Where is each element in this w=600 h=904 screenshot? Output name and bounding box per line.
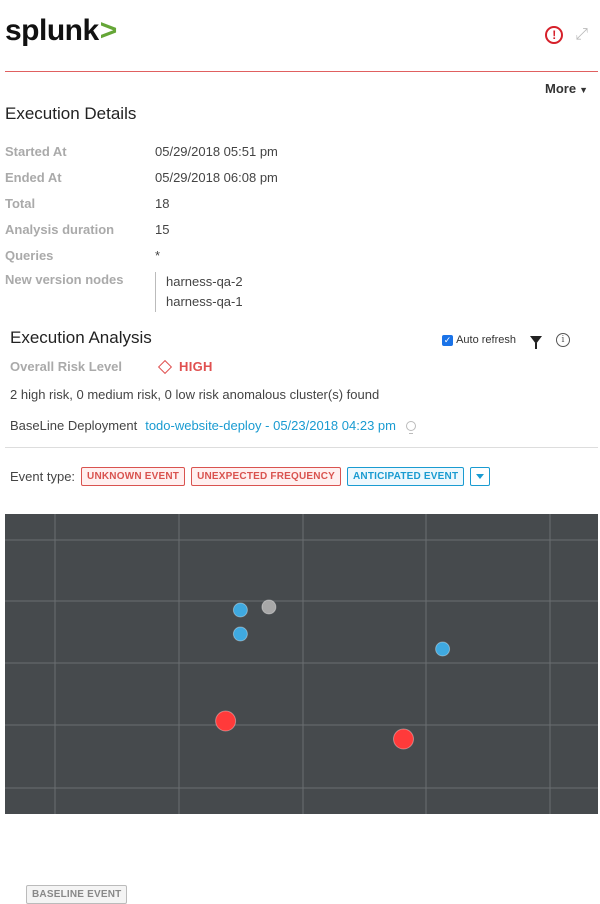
- cluster-summary: 2 high risk, 0 medium risk, 0 low risk anomalous cluster(s) found: [10, 387, 380, 402]
- risk-label: Overall Risk Level: [10, 359, 123, 374]
- scatter-point-anticipated[interactable]: [233, 627, 247, 641]
- info-icon[interactable]: i: [556, 333, 570, 347]
- scatter-point-anticipated[interactable]: [436, 642, 450, 656]
- detail-label: New version nodes: [5, 272, 124, 287]
- logo-text: splunk: [5, 14, 99, 47]
- detail-row-ended: [5, 164, 595, 190]
- splunk-logo: [5, 14, 117, 48]
- more-label: More: [545, 81, 577, 96]
- app-header: [0, 0, 600, 72]
- tag-unexpected-frequency[interactable]: UNEXPECTED FREQUENCY: [191, 467, 341, 486]
- node-item: harness-qa-2: [166, 274, 243, 289]
- detail-label: Queries: [5, 247, 54, 263]
- detail-label: Started At: [5, 143, 67, 159]
- tag-unknown-event[interactable]: UNKNOWN EVENT: [81, 467, 185, 486]
- analysis-controls: [442, 333, 570, 347]
- detail-row-queries: [5, 242, 595, 268]
- execution-details-title: Execution Details: [5, 104, 137, 123]
- event-type-label: Event type:: [10, 469, 76, 484]
- detail-value: 05/29/2018 06:08 pm: [155, 169, 278, 185]
- detail-row-duration: [5, 216, 595, 242]
- tag-anticipated-event[interactable]: ANTICIPATED EVENT: [347, 467, 464, 486]
- detail-row-total: [5, 190, 595, 216]
- header-actions: [545, 26, 588, 44]
- baseline-row: [10, 418, 416, 433]
- lightbulb-icon[interactable]: [406, 421, 416, 431]
- overall-risk-row: [10, 359, 213, 374]
- baseline-deployment-link[interactable]: todo-website-deploy - 05/23/2018 04:23 pm: [145, 418, 396, 433]
- scatter-point-baseline[interactable]: [262, 600, 276, 614]
- event-type-dropdown-button[interactable]: [470, 467, 490, 486]
- detail-value: 18: [155, 195, 170, 211]
- alert-circle-icon[interactable]: !: [545, 26, 563, 44]
- scatter-point-unknown[interactable]: [394, 729, 414, 749]
- detail-label: Total: [5, 195, 36, 211]
- detail-value: *: [155, 247, 161, 263]
- scatter-point-anticipated[interactable]: [233, 603, 247, 617]
- filter-icon[interactable]: [530, 336, 542, 344]
- caret-down-icon: [476, 474, 484, 479]
- scatter-point-unknown[interactable]: [216, 711, 236, 731]
- risk-diamond-icon: [158, 359, 172, 373]
- execution-analysis-title: Execution Analysis: [10, 328, 152, 347]
- cluster-scatter-plot: [5, 514, 598, 814]
- auto-refresh-label: Auto refresh: [456, 334, 516, 346]
- node-list: [155, 272, 243, 312]
- detail-row-nodes: [5, 268, 595, 312]
- node-item: harness-qa-1: [166, 294, 243, 309]
- logo-chevron: >: [99, 14, 117, 47]
- execution-details: [5, 138, 595, 312]
- checkbox-checked-icon[interactable]: ✓: [443, 334, 452, 345]
- caret-down-icon: ▼: [579, 85, 588, 95]
- detail-label: Ended At: [5, 169, 62, 185]
- header-divider: [5, 71, 598, 72]
- detail-row-started: [5, 138, 595, 164]
- section-divider: [5, 447, 598, 448]
- scatter-svg: [5, 514, 598, 814]
- detail-value: 05/29/2018 05:51 pm: [155, 143, 278, 159]
- auto-refresh-toggle[interactable]: [442, 334, 516, 346]
- detail-label: Analysis duration: [5, 221, 115, 237]
- tag-baseline-event[interactable]: BASELINE EVENT: [26, 885, 127, 904]
- risk-value: HIGH: [179, 359, 213, 374]
- event-type-filter: [10, 467, 490, 900]
- expand-icon[interactable]: ⤢: [575, 26, 588, 43]
- more-menu-button[interactable]: [545, 81, 588, 96]
- detail-value: 15: [155, 221, 170, 237]
- baseline-label: BaseLine Deployment: [10, 418, 138, 433]
